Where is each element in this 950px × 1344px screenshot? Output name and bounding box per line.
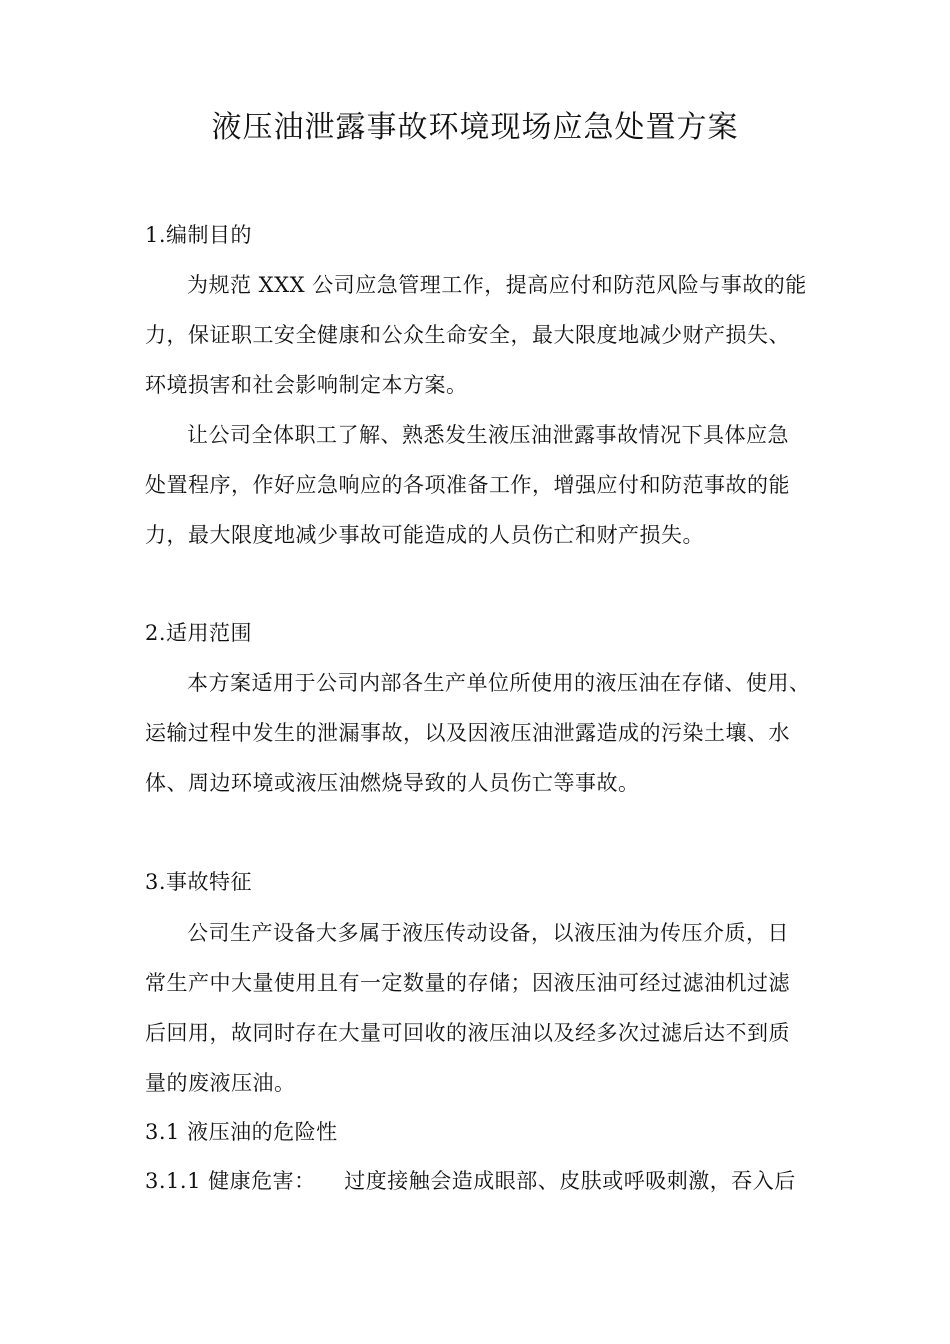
subsection-item-health-hazard: 3.1.1 健康危害： 过度接触会造成眼部、皮肤或呼吸刺激，吞入后 bbox=[145, 1169, 796, 1193]
paragraph-line: 让公司全体职工了解、熟悉发生液压油泄露事故情况下具体应急 bbox=[187, 423, 789, 447]
paragraph-line: 为规范 XXX 公司应急管理工作，提高应付和防范风险与事故的能 bbox=[187, 273, 807, 297]
subsection-heading-hazard: 3.1 液压油的危险性 bbox=[145, 1120, 338, 1144]
document-title: 液压油泄露事故环境现场应急处置方案 bbox=[211, 110, 739, 145]
paragraph-line: 环境损害和社会影响制定本方案。 bbox=[145, 373, 468, 397]
paragraph-line: 力，保证职工安全健康和公众生命安全，最大限度地减少财产损失、 bbox=[145, 323, 790, 347]
paragraph-line: 本方案适用于公司内部各生产单位所使用的液压油在存储、使用、 bbox=[187, 671, 811, 695]
paragraph-line: 力，最大限度地减少事故可能造成的人员伤亡和财产损失。 bbox=[145, 523, 704, 547]
paragraph-line: 体、周边环境或液压油燃烧导致的人员伤亡等事故。 bbox=[145, 771, 640, 795]
paragraph-line: 后回用，故同时存在大量可回收的液压油以及经多次过滤后达不到质 bbox=[145, 1021, 790, 1045]
section-heading-purpose: 1.编制目的 bbox=[145, 223, 253, 247]
paragraph-line: 处置程序，作好应急响应的各项准备工作，增强应付和防范事故的能 bbox=[145, 473, 790, 497]
paragraph-line: 常生产中大量使用且有一定数量的存储；因液压油可经过滤油机过滤 bbox=[145, 971, 790, 995]
paragraph-line: 量的废液压油。 bbox=[145, 1071, 296, 1095]
paragraph-line: 公司生产设备大多属于液压传动设备，以液压油为传压介质，日 bbox=[187, 921, 789, 945]
section-heading-features: 3.事故特征 bbox=[145, 870, 253, 894]
paragraph-line: 运输过程中发生的泄漏事故，以及因液压油泄露造成的污染土壤、水 bbox=[145, 721, 790, 745]
section-heading-scope: 2.适用范围 bbox=[145, 621, 253, 645]
